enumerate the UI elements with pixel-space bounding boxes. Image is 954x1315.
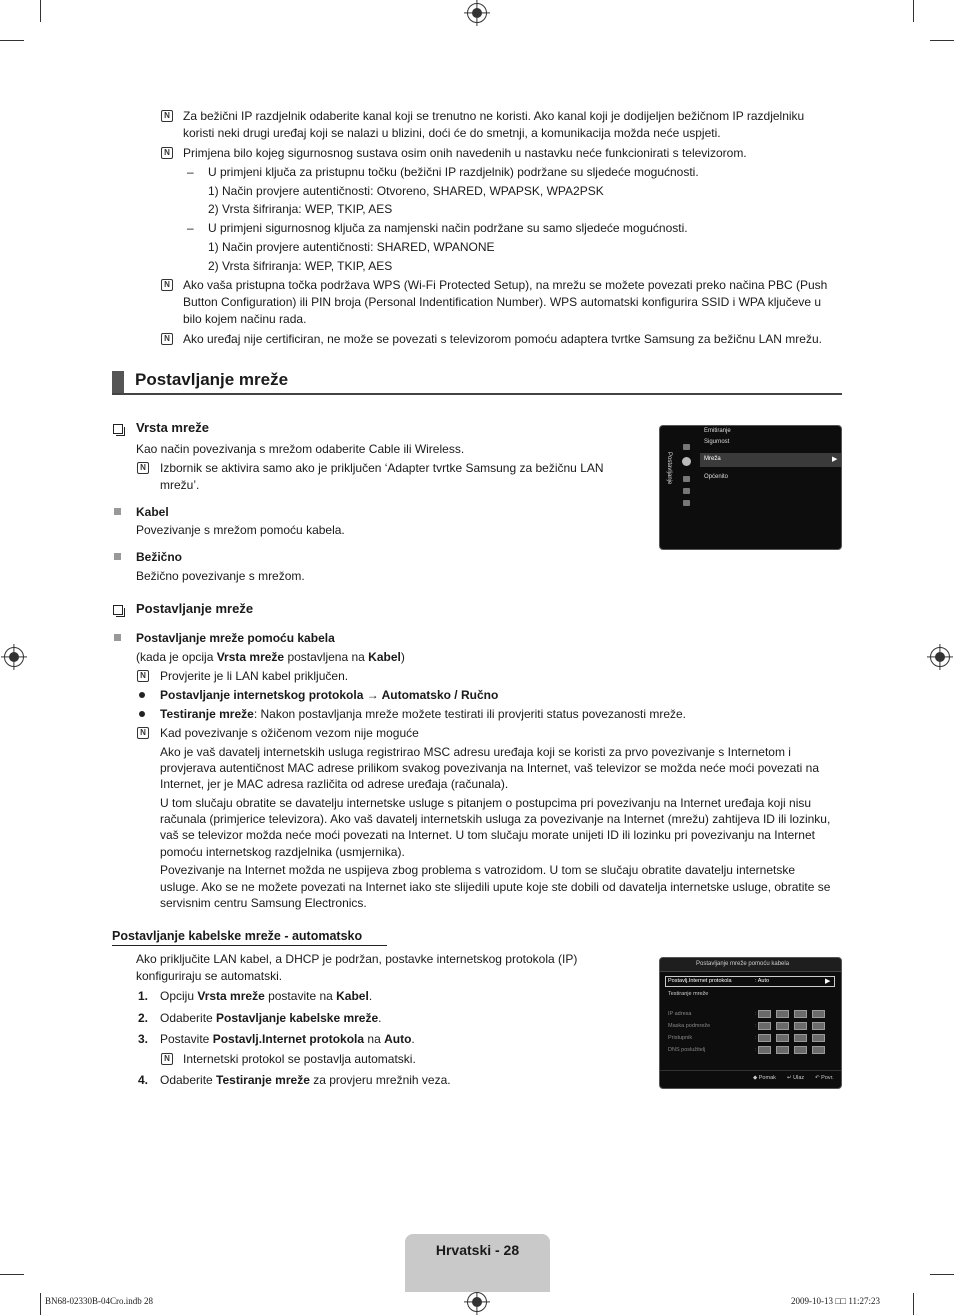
footer-hint: ↶ Povr. [815, 1075, 834, 1081]
text-run: postavljena na [284, 650, 369, 664]
screen-title: Postavljanje mreže pomoću kabela [696, 961, 790, 967]
menu-highlight [700, 453, 842, 467]
note-text: bilo kojem načinu rada. [183, 312, 307, 326]
checkbox-bullet-icon [113, 605, 123, 615]
section-marker [112, 371, 124, 393]
registration-mark-icon [4, 647, 24, 667]
step-text [160, 1031, 415, 1048]
field-label: IP adresa [668, 1011, 692, 1017]
item-title: Kabel [136, 505, 169, 519]
body-text: konfiguriraju se automatski. [136, 969, 283, 983]
page-number-tab [405, 1234, 550, 1292]
square-bullet-icon [114, 634, 121, 641]
subsection-heading: Vrsta mreže [136, 420, 209, 435]
square-bullet-icon [114, 508, 121, 515]
crop-mark [0, 40, 24, 41]
crop-mark [930, 1274, 954, 1275]
ip-octet-box [812, 1046, 825, 1054]
ip-octet-box [758, 1022, 771, 1030]
body-text: Ako priključite LAN kabel, a DHCP je podržan, postavke internetskog protokola (IP) [136, 952, 578, 966]
note-text: Primjena bilo kojeg sigurnosnog sustava osim onih navedenih u nastavku neće funkcionirati s televizorom. [183, 146, 747, 160]
text-bold: Postavljanje kabelske mreže [216, 1011, 379, 1025]
note-icon: N [161, 110, 173, 122]
menu-icon [683, 500, 690, 506]
heading-underline [112, 945, 387, 946]
text-run: Postavite [160, 1032, 213, 1046]
body-text: U tom slučaju obratite se davatelju internetske usluge s pitanjem o postupcima pri povezivanju na Internet uređaja koji nisu [160, 796, 812, 810]
note-icon: N [161, 333, 173, 345]
text-run: . [411, 1032, 415, 1046]
ip-octet-box [794, 1046, 807, 1054]
step-number: 3. [138, 1032, 149, 1046]
tv-menu-screenshot [659, 425, 842, 550]
text-bold: Testiranje mreže [160, 707, 254, 721]
menu-item[interactable]: Sigurnost [704, 439, 730, 445]
row-label: Postavlj.Internet protokola [668, 978, 732, 984]
bullet-icon [139, 692, 145, 698]
ip-octet-box [758, 1046, 771, 1054]
ip-octet-box [758, 1010, 771, 1018]
step-text [160, 988, 372, 1005]
ip-octet-box [812, 1034, 825, 1042]
item-title: Postavljanje mreže pomoću kabela [136, 631, 335, 645]
note-text: Button Configuration) ili PIN broja (Personal Indentification Number). WPS automatski konfigurira SSID i WPA ključeve u [183, 295, 822, 309]
ip-octet-box [794, 1034, 807, 1042]
note-text: Ako vaša pristupna točka podržava WPS (Wi-Fi Protected Setup), na mrežu se možete povezati preko načina PBC (Push [183, 278, 828, 292]
ip-octet-box [776, 1022, 789, 1030]
bullet-icon [139, 711, 145, 717]
registration-mark-icon [467, 1292, 487, 1312]
body-text: računala (primjerice televizora). Ako vaš davatelj internetskih usluga za povezivanje na Internet (mrežu) zahtijeva ID ili lozinku, [160, 812, 831, 826]
menu-item[interactable]: Emitiranje [704, 428, 731, 434]
field-label: Maska podmreže [668, 1023, 711, 1029]
text-run: za provjeru mrežnih veza. [309, 1073, 451, 1087]
body-text: servisnim centru Samsung Electronics. [160, 896, 367, 910]
dash: – [187, 221, 194, 235]
note-icon: N [137, 462, 149, 474]
text-bold: Kabel [368, 650, 401, 664]
bullet-text: Postavljanje internetskog protokola → Automatsko / Ručno [160, 688, 499, 702]
step-number: 1. [138, 989, 149, 1003]
body-text: provjerava autentičnost MAC adrese prilikom svakog povezivanja na Internet, vaš televizor se možda neće moći povezati na [160, 761, 819, 775]
field-label: Pristupnik [668, 1035, 693, 1041]
row-value: : Auto [755, 978, 770, 984]
crop-mark [40, 0, 41, 22]
ip-octet-box [794, 1022, 807, 1030]
step-text [160, 1072, 451, 1089]
print-footer-left: BN68-02330B-04Cro.indb 28 [45, 1296, 153, 1306]
field-colon: : [755, 1047, 757, 1053]
subsection-heading: Postavljanje mreže [136, 601, 254, 616]
ip-octet-box [794, 1010, 807, 1018]
field-label: DNS poslužitelj [668, 1047, 706, 1053]
dash-sub: 1) Način provjere autentičnosti: SHARED, WPANONE [208, 240, 495, 254]
ip-octet-box [812, 1010, 825, 1018]
note-text: Internetski protokol se postavlja automatski. [183, 1052, 416, 1066]
step-text [160, 1010, 381, 1027]
body-text [136, 649, 405, 666]
note-icon: N [137, 727, 149, 739]
text-run: postavite na [264, 989, 337, 1003]
text-bold: Postavlj.Internet protokola [212, 1032, 365, 1046]
ip-octet-box [776, 1034, 789, 1042]
tv-cable-setup-screenshot [659, 957, 842, 1089]
crop-mark [930, 40, 954, 41]
text-run: Odaberite [160, 1073, 217, 1087]
footer-hint: ↵ Ulaz [787, 1075, 805, 1081]
text-bold: Testiranje mreže [216, 1073, 310, 1087]
text-run: . [378, 1011, 382, 1025]
section-title: Postavljanje mreže [135, 370, 289, 389]
body-text: Povezivanje s mrežom pomoću kabela. [136, 523, 345, 537]
note-text: Ako uređaj nije certificiran, ne može se povezati s televizorom pomoću adaptera tvrtke Samsung za bežičnu LAN mrežu. [183, 332, 822, 346]
section-rule [112, 393, 842, 395]
menu-side-label: Postavljanje [666, 452, 672, 485]
note-icon: N [161, 279, 173, 291]
chevron-right-icon: ▶ [825, 978, 831, 985]
note-text: koristi neki drugi uređaj koji se nalazi u blizini, doći će do smetnji, a komunikacija možda neće uspjeti. [183, 126, 721, 140]
text-bold: Vrsta mreže [216, 650, 285, 664]
body-text: usluge. Ako se ne možete povezati na Internet iako ste slijedili upute koje ste dobili od davatelja internetske usluge, obratite se [160, 880, 831, 894]
note-text: Kad povezivanje s ožičenom vezom nije moguće [160, 726, 419, 740]
text-run: ) [400, 650, 405, 664]
body-text: Ako je vaš davatelj internetskih usluga registrirao MSC adresu uređaja koji se koristi za prvo povezivanje s Internetom i [160, 745, 791, 759]
body-text: vaš se televizor možda neće moći povezati na Internet. U tom slučaju morate unijeti ID ili lozinku pri povezivanju na Internet [160, 828, 815, 842]
text-run: : Nakon postavljanja mreže možete testirati ili provjeriti status povezanosti mreže. [253, 707, 687, 721]
note-icon: N [137, 670, 149, 682]
field-colon: : [755, 1011, 757, 1017]
note-icon: N [161, 1053, 173, 1065]
note-text: mrežu’. [160, 478, 200, 492]
note-icon: N [161, 147, 173, 159]
bullet-text [160, 706, 686, 723]
subsection-heading: Postavljanje kabelske mreže - automatsko [112, 929, 363, 943]
crop-mark [913, 1293, 914, 1315]
text-run: na [364, 1032, 385, 1046]
footer-hint: ◆ Pomak [753, 1075, 776, 1081]
registration-mark-icon [467, 3, 487, 23]
menu-item-active[interactable]: Mreža [704, 456, 721, 462]
dash-sub: 2) Vrsta šifriranja: WEP, TKIP, AES [208, 202, 393, 216]
text-bold: Vrsta mreže [197, 989, 265, 1003]
body-text: Internet, jer je MAC adresa različita od adrese uređaja (računala). [160, 777, 509, 791]
dash-sub: 1) Način provjere autentičnosti: Otvoreno, SHARED, WPAPSK, WPA2PSK [208, 184, 604, 198]
menu-item[interactable]: Općenito [704, 474, 729, 480]
note-text: Izbornik se aktivira samo ako je priključen ‘Adapter tvrtke Samsung za bežičnu LAN [160, 461, 604, 475]
step-number: 2. [138, 1011, 149, 1025]
crop-mark [40, 1293, 41, 1315]
ip-octet-box [812, 1022, 825, 1030]
text-run: Opciju [160, 989, 198, 1003]
dash-text: U primjeni sigurnosnog ključa za namjenski način podržane su samo sljedeće mogućnosti. [208, 221, 688, 235]
menu-icon [683, 488, 690, 494]
chevron-right-icon: ▶ [832, 456, 838, 463]
menu-icon [683, 444, 690, 450]
checkbox-bullet-icon [113, 424, 123, 434]
body-text: Povezivanje na Internet možda ne uspijeva zbog problema s vatrozidom. U tom se slučaju obratite davatelju internetske [160, 863, 796, 877]
step-number: 4. [138, 1073, 149, 1087]
ip-octet-box [776, 1046, 789, 1054]
text-run: (kada je opcija [136, 650, 217, 664]
text-bold: Kabel [336, 989, 369, 1003]
text-run: Odaberite [160, 1011, 217, 1025]
text-run: . [368, 989, 373, 1003]
text-bold: Auto [384, 1032, 412, 1046]
square-bullet-icon [114, 553, 121, 560]
print-footer-right: 2009-10-13 □□ 11:27:23 [791, 1296, 881, 1306]
ip-octet-box [776, 1010, 789, 1018]
field-colon: : [755, 1035, 757, 1041]
item-title: Bežično [136, 550, 183, 564]
body-text: Kao način povezivanja s mrežom odaberite Cable ili Wireless. [136, 442, 465, 456]
note-text: Za bežični IP razdjelnik odaberite kanal koji se trenutno ne koristi. Ako kanal koji je dodijeljen bežičnom IP razdjelniku [183, 109, 805, 123]
gear-icon [682, 457, 691, 466]
row-label[interactable]: Testiranje mreže [668, 991, 709, 997]
page-number: Hrvatski - 28 [435, 1242, 520, 1258]
crop-mark [913, 0, 914, 22]
dash-sub: 2) Vrsta šifriranja: WEP, TKIP, AES [208, 259, 393, 273]
dash: – [187, 165, 194, 179]
field-colon: : [755, 1023, 757, 1029]
ip-octet-box [758, 1034, 771, 1042]
body-text: pomoću internetskog razdjelnika (usmjernika). [160, 845, 405, 859]
dash-text: U primjeni ključa za pristupnu točku (bežični IP razdjelnik) podržane su sljedeće mogućnosti. [208, 165, 699, 179]
registration-mark-icon [930, 647, 950, 667]
body-text: Bežično povezivanje s mrežom. [136, 569, 305, 583]
menu-icon [683, 476, 690, 482]
crop-mark [0, 1274, 24, 1275]
note-text: Provjerite je li LAN kabel priključen. [160, 669, 349, 683]
